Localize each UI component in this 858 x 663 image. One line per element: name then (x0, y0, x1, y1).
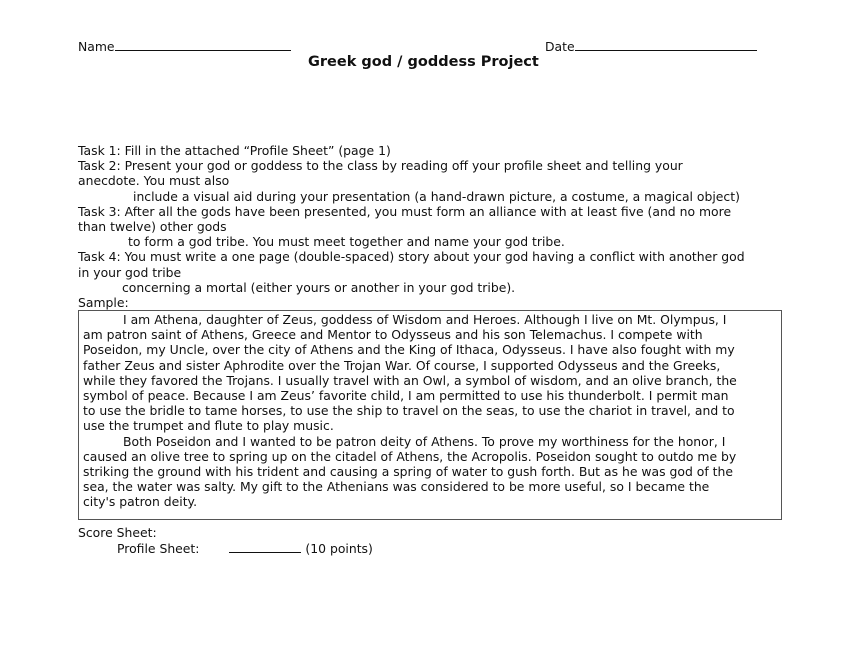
task-3-line-3: to form a god tribe. You must meet together and name your god tribe. (128, 234, 565, 250)
name-label: Name (78, 39, 115, 54)
task-3-line-1: Task 3: After all the gods have been presented, you must form an alliance with at least five (and no more (78, 203, 732, 219)
score-sheet-label: Score Sheet: (78, 525, 157, 540)
sample-text-box (78, 310, 782, 520)
task-4-line-3: concerning a mortal (either yours or another in your god tribe). (122, 279, 516, 295)
date-label: Date (545, 39, 575, 54)
sample-line: city's patron deity. (83, 494, 198, 510)
profile-sheet-score-line (78, 541, 373, 557)
sample-line: father Zeus and sister Aphrodite over the Trojan War. Of course, I supported Odysseus and the Greeks, (83, 357, 721, 373)
task-2-line-2: anecdote. You must also (78, 173, 230, 189)
task-4-line-2: in your god tribe (78, 264, 182, 280)
profile-sheet-points: (10 points) (305, 540, 373, 556)
sample-line: symbol of peace. Because I am Zeus’ favorite child, I am permitted to use his thunderbolt. I permit man (83, 388, 729, 404)
task-4-line-1: Task 4: You must write a one page (double-spaced) story about your god having a conflict with another god (78, 249, 745, 265)
sample-line: I am Athena, daughter of Zeus, goddess of Wisdom and Heroes. Although I live on Mt. Olympus, I (123, 312, 727, 327)
task-list (78, 143, 783, 310)
task-1: Task 1: Fill in the attached “Profile Sheet” (page 1) (78, 143, 391, 158)
sample-line: Both Poseidon and I wanted to be patron deity of Athens. To prove my worthiness for the honor, I (123, 433, 726, 449)
score-blank (229, 541, 301, 553)
sample-line: to use the bridle to tame horses, to use the ship to travel on the seas, to use the chariot in travel, and to (83, 403, 735, 419)
sample-line: while they favored the Trojans. I usually travel with an Owl, a symbol of wisdom, and an olive branch, the (83, 372, 737, 388)
page-title: Greek god / goddess Project (308, 54, 539, 70)
task-3-line-2: than twelve) other gods (78, 219, 227, 235)
date-line (545, 39, 757, 54)
sample-line: Poseidon, my Uncle, over the city of Athens and the King of Ithaca, Odysseus. I have also fought with my (83, 342, 735, 358)
sample-line: use the trumpet and flute to play music. (83, 418, 334, 434)
sample-line: am patron saint of Athens, Greece and Mentor to Odysseus and his son Telemachus. I compete with (83, 327, 703, 343)
name-blank (115, 39, 291, 51)
task-2-line-1: Task 2: Present your god or goddess to the class by reading off your profile sheet and telling your (78, 158, 683, 174)
name-line (78, 39, 291, 54)
date-blank (575, 39, 757, 51)
task-2-line-3: include a visual aid during your presentation (a hand-drawn picture, a costume, a magical object) (133, 188, 740, 204)
sample-line: caused an olive tree to spring up on the citadel of Athens, the Acropolis. Poseidon sought to outdo me by (83, 448, 737, 464)
profile-sheet-label: Profile Sheet: (117, 540, 200, 556)
score-sheet (78, 525, 373, 556)
sample-line: sea, the water was salty. My gift to the Athenians was considered to be more useful, so I became the (83, 479, 710, 495)
sample-label: Sample: (78, 295, 129, 311)
sample-line: striking the ground with his trident and causing a spring of water to gush forth. But as he was god of the (83, 464, 733, 480)
